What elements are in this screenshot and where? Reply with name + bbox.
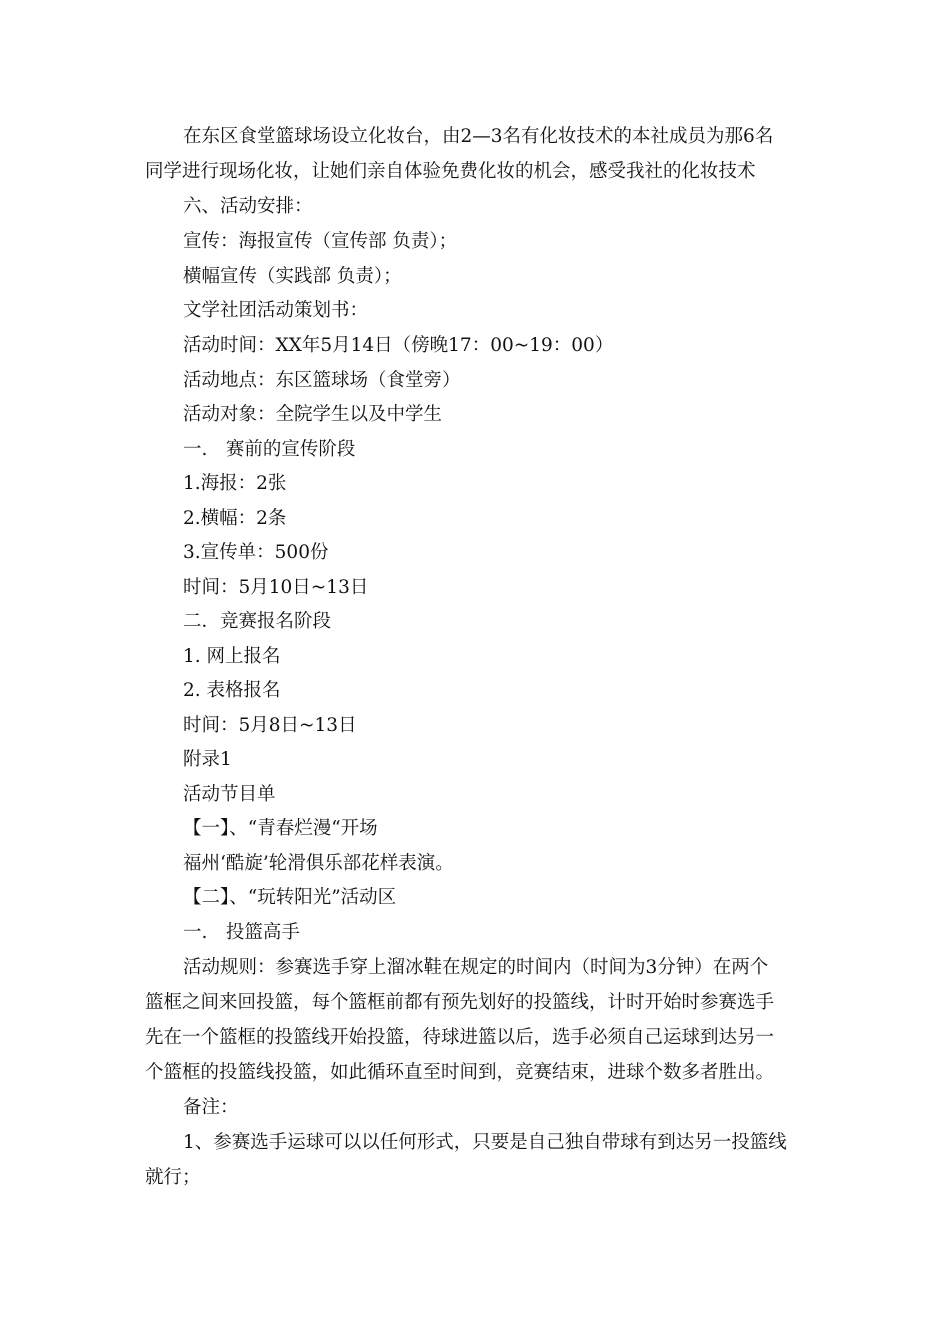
paragraph-line: 在东区食堂篮球场设立化妆台，由2—3名有化妆技术的本社成员为那6名 (183, 126, 774, 147)
program-item-heading: 【二】、“玩转阳光”活动区 (183, 887, 397, 908)
paragraph-line: 宣传：海报宣传（宣传部 负责）； (183, 231, 458, 252)
paragraph-line: 活动规则：参赛选手穿上溜冰鞋在规定的时间内（时间为3分钟）在两个 (183, 957, 769, 978)
section-heading: 附录1 (183, 749, 232, 770)
paragraph-line: 先在一个篮框的投篮线开始投篮，待球进篮以后，选手必须自己运球到达另一 (145, 1027, 775, 1048)
paragraph-line: 活动时间：XX年5月14日（傍晚17：00~19：00） (183, 335, 614, 356)
section-heading: 备注： (183, 1097, 239, 1118)
paragraph-line: 同学进行现场化妆，让她们亲自体验免费化妆的机会，感受我社的化妆技术 (145, 161, 756, 182)
section-heading: 六、活动安排： (183, 196, 313, 217)
paragraph-line: 时间：5月10日~13日 (183, 577, 369, 598)
paragraph-line: 活动对象：全院学生以及中学生 (183, 404, 443, 425)
paragraph-line: 就行； (145, 1167, 201, 1188)
list-item: 2.横幅：2条 (183, 508, 287, 529)
section-heading: 一. 赛前的宣传阶段 (183, 439, 356, 460)
list-item: 2. 表格报名 (183, 680, 281, 701)
paragraph-line: 福州‘酷旋’轮滑俱乐部花样表演。 (183, 853, 454, 874)
list-item: 3.宣传单：500份 (183, 542, 329, 563)
paragraph-line: 时间：5月8日~13日 (183, 715, 357, 736)
list-item: 1. 网上报名 (183, 646, 281, 667)
section-heading: 活动节目单 (183, 784, 276, 805)
section-heading: 一. 投篮高手 (183, 922, 300, 943)
list-item: 1.海报：2张 (183, 473, 287, 494)
paragraph-line: 横幅宣传（实践部 负责）； (183, 266, 402, 287)
section-heading: 文学社团活动策划书： (183, 300, 369, 321)
paragraph-line: 1、参赛选手运球可以以任何形式，只要是自己独自带球有到达另一投篮线 (183, 1132, 787, 1153)
program-item-heading: 【一】、“青春烂漫“开场 (183, 818, 378, 839)
paragraph-line: 篮框之间来回投篮，每个篮框前都有预先划好的投篮线，计时开始时参赛选手 (145, 992, 775, 1013)
paragraph-line: 个篮框的投篮线投篮，如此循环直至时间到，竞赛结束，进球个数多者胜出。 (145, 1062, 775, 1083)
section-heading: 二．竞赛报名阶段 (183, 611, 332, 632)
paragraph-line: 活动地点：东区篮球场（食堂旁） (183, 370, 461, 391)
